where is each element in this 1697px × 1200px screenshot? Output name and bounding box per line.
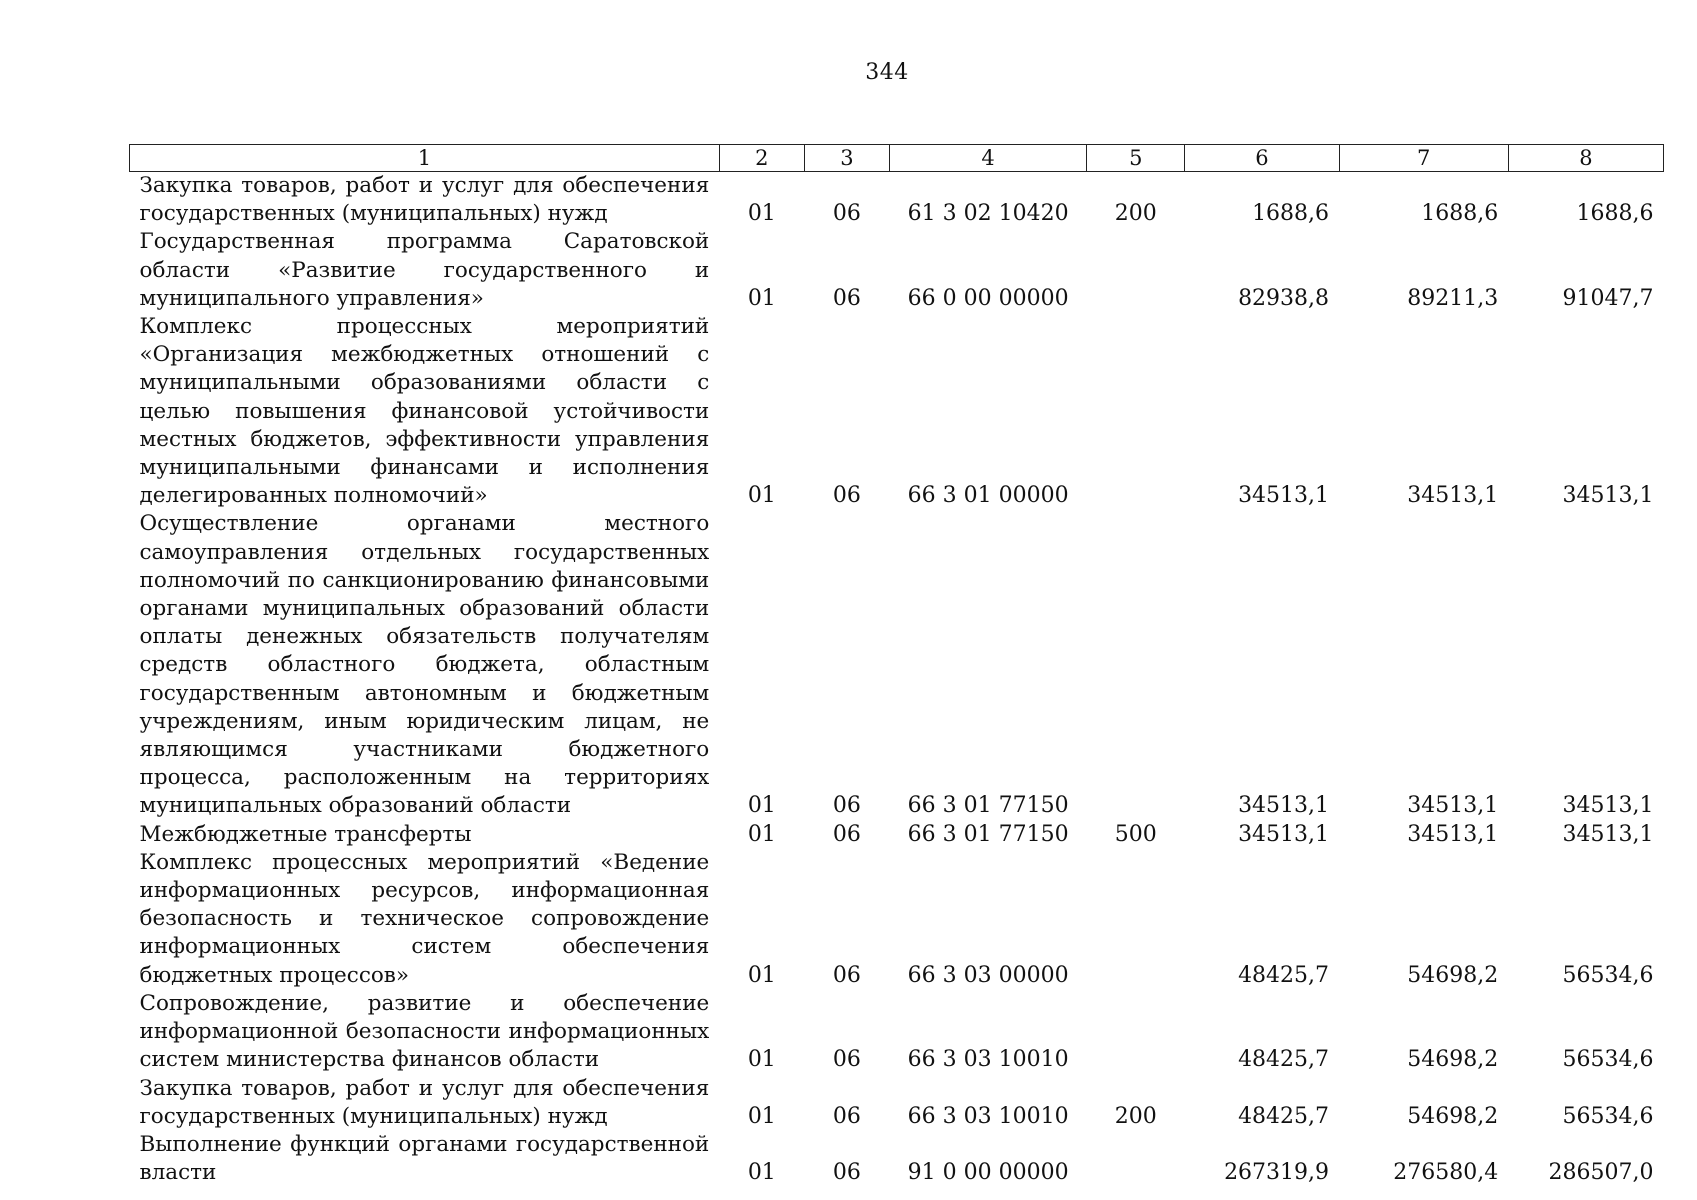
row-section-code: 01 bbox=[747, 201, 776, 227]
table-row bbox=[130, 1075, 1664, 1131]
row-section-code: 01 bbox=[747, 821, 776, 847]
row-value-col8: 91047,7 bbox=[1562, 285, 1654, 311]
row-value-col6: 1688,6 bbox=[1252, 201, 1330, 227]
page-number: 344 bbox=[865, 60, 909, 85]
row-target-code: 91 0 00 00000 bbox=[907, 1160, 1069, 1186]
row-name: Закупка товаров, работ и услуг для обеспечения государственных (муниципальных) нужд bbox=[139, 1075, 710, 1129]
row-expense-type: 200 bbox=[1114, 201, 1157, 227]
budget-table bbox=[129, 144, 1664, 1187]
table-row bbox=[130, 172, 1664, 229]
row-value-col6: 48425,7 bbox=[1238, 1103, 1330, 1129]
row-value-col7: 34513,1 bbox=[1407, 821, 1499, 847]
row-section-code: 01 bbox=[747, 962, 776, 988]
row-section-code: 01 bbox=[747, 793, 776, 819]
row-value-col6: 34513,1 bbox=[1238, 483, 1330, 509]
row-expense-type: 500 bbox=[1114, 821, 1157, 847]
table-body bbox=[130, 172, 1664, 1188]
row-target-code: 66 3 03 10010 bbox=[907, 1047, 1069, 1073]
row-value-col7: 34513,1 bbox=[1407, 793, 1499, 819]
row-value-col8: 34513,1 bbox=[1562, 483, 1654, 509]
row-name: Осуществление органами местного самоуправления отдельных государственных полномочий по санкционированию финансовыми органами муниципальных образований области оплаты денежных обязательств получателям средств областного бюджета, областным государственным автономным и бюджетным учреждениям, иным юридическим лицам, не являющимся участниками бюджетного процесса, расположенным на территориях муниципальных образований области bbox=[139, 511, 710, 819]
row-subsection-code: 06 bbox=[832, 1103, 861, 1129]
row-target-code: 66 3 03 00000 bbox=[907, 962, 1069, 988]
row-section-code: 01 bbox=[747, 285, 776, 311]
row-expense-type bbox=[1087, 849, 1185, 990]
row-value-col7: 276580,4 bbox=[1393, 1160, 1499, 1186]
row-value-col7: 54698,2 bbox=[1407, 1103, 1499, 1129]
row-name: Государственная программа Саратовской области «Развитие государственного и муниципального управления» bbox=[139, 229, 710, 311]
row-name: Межбюджетные трансферты bbox=[139, 821, 472, 847]
row-value-col8: 1688,6 bbox=[1576, 201, 1654, 227]
row-value-col6: 82938,8 bbox=[1238, 285, 1330, 311]
row-name: Комплекс процессных мероприятий «Организация межбюджетных отношений с муниципальными образованиями области с целью повышения финансовой устойчивости местных бюджетов, эффективности управления муниципальными финансами и исполнения делегированных полномочий» bbox=[139, 314, 710, 509]
row-value-col7: 89211,3 bbox=[1407, 285, 1499, 311]
row-name: Комплекс процессных мероприятий «Ведение информационных ресурсов, информационная безопасность и техническое сопровождение информационных систем обеспечения бюджетных процессов» bbox=[139, 849, 710, 988]
row-value-col7: 34513,1 bbox=[1407, 483, 1499, 509]
header-cell-7: 7 bbox=[1339, 145, 1508, 172]
row-section-code: 01 bbox=[747, 483, 776, 509]
header-cell-4: 4 bbox=[889, 145, 1086, 172]
header-cell-3: 3 bbox=[804, 145, 889, 172]
table-row bbox=[130, 228, 1664, 313]
row-target-code: 66 3 01 77150 bbox=[907, 821, 1069, 847]
header-cell-1: 1 bbox=[130, 145, 720, 172]
row-expense-type: 200 bbox=[1114, 1103, 1157, 1129]
header-cell-6: 6 bbox=[1185, 145, 1339, 172]
row-target-code: 66 3 01 77150 bbox=[907, 793, 1069, 819]
row-expense-type bbox=[1087, 510, 1185, 820]
row-expense-type bbox=[1087, 313, 1185, 510]
row-subsection-code: 06 bbox=[832, 285, 861, 311]
row-value-col7: 54698,2 bbox=[1407, 1047, 1499, 1073]
row-value-col8: 34513,1 bbox=[1562, 793, 1654, 819]
header-cell-8: 8 bbox=[1508, 145, 1663, 172]
row-name: Выполнение функций органами государственной власти bbox=[139, 1131, 710, 1186]
row-value-col6: 34513,1 bbox=[1238, 793, 1330, 819]
row-subsection-code: 06 bbox=[832, 201, 861, 227]
row-subsection-code: 06 bbox=[832, 962, 861, 988]
table-row bbox=[130, 821, 1664, 849]
row-value-col8: 286507,0 bbox=[1548, 1160, 1654, 1186]
row-subsection-code: 06 bbox=[832, 1160, 861, 1186]
header-cell-2: 2 bbox=[719, 145, 804, 172]
row-name: Сопровождение, развитие и обеспечение информационной безопасности информационных систем министерства финансов области bbox=[139, 990, 710, 1073]
row-value-col8: 34513,1 bbox=[1562, 821, 1654, 847]
row-value-col8: 56534,6 bbox=[1562, 1047, 1654, 1073]
row-target-code: 66 3 03 10010 bbox=[907, 1103, 1069, 1129]
row-value-col6: 48425,7 bbox=[1238, 962, 1330, 988]
row-section-code: 01 bbox=[747, 1103, 776, 1129]
table-row bbox=[130, 990, 1664, 1075]
row-value-col8: 56534,6 bbox=[1562, 1103, 1654, 1129]
row-value-col7: 54698,2 bbox=[1407, 962, 1499, 988]
table-row bbox=[130, 1131, 1664, 1187]
row-value-col7: 1688,6 bbox=[1421, 201, 1499, 227]
row-expense-type bbox=[1087, 228, 1185, 313]
row-subsection-code: 06 bbox=[832, 793, 861, 819]
row-section-code: 01 bbox=[747, 1047, 776, 1073]
row-target-code: 66 0 00 00000 bbox=[907, 285, 1069, 311]
header-row bbox=[130, 145, 1664, 172]
row-section-code: 01 bbox=[747, 1160, 776, 1186]
row-expense-type bbox=[1087, 1131, 1185, 1187]
table-row bbox=[130, 510, 1664, 820]
table-header bbox=[130, 145, 1664, 172]
table-row bbox=[130, 849, 1664, 990]
row-expense-type bbox=[1087, 990, 1185, 1075]
row-value-col6: 48425,7 bbox=[1238, 1047, 1330, 1073]
row-name: Закупка товаров, работ и услуг для обеспечения государственных (муниципальных) нужд bbox=[139, 173, 710, 227]
row-target-code: 66 3 01 00000 bbox=[907, 483, 1069, 509]
row-subsection-code: 06 bbox=[832, 821, 861, 847]
row-subsection-code: 06 bbox=[832, 1047, 861, 1073]
row-subsection-code: 06 bbox=[832, 483, 861, 509]
table-row bbox=[130, 313, 1664, 510]
row-value-col6: 267319,9 bbox=[1224, 1160, 1330, 1186]
row-value-col6: 34513,1 bbox=[1238, 821, 1330, 847]
row-target-code: 61 3 02 10420 bbox=[907, 201, 1069, 227]
header-cell-5: 5 bbox=[1087, 145, 1185, 172]
row-value-col8: 56534,6 bbox=[1562, 962, 1654, 988]
